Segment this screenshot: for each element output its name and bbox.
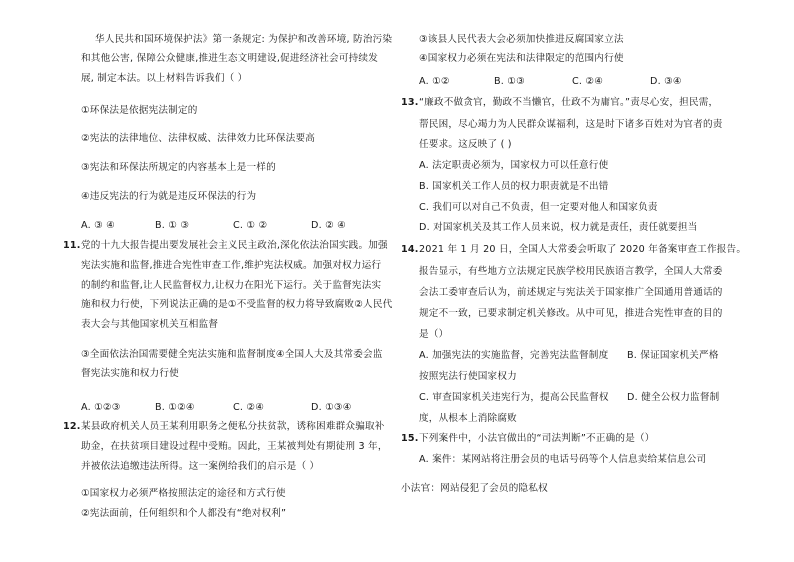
q10-option-a: A. ③ ④ <box>81 220 115 231</box>
q10-option-b: B. ① ③ <box>155 220 190 231</box>
q12-stem-line-3: 并被依法追缴违法所得。这一案例给我们的启示是（ ） <box>81 461 320 472</box>
q10-stem-line-2: 和其他公害, 保障公众健康,推进生态文明建设,促进经济社会可持续发 <box>81 53 379 64</box>
q11-option-a: A. ①②③ <box>81 402 121 413</box>
q11-stem-line-3: 的制约和监督,让人民监督权力,让权力在阳光下运行。关于监督宪法实 <box>81 280 382 291</box>
q13-number: 13. <box>401 97 419 108</box>
q12-stem-line-2: 助金，在扶贫项目建设过程中受贿。因此，王某被判处有期徒刑 3 年， <box>81 441 388 452</box>
q13-stem-line-1: “廉政不做贪官，勤政不当懒官，仕政不为庸官。”责尽心安，担民需， <box>419 97 719 108</box>
q10-option-c: C. ① ② <box>233 220 268 231</box>
q13-option-d: D. 对国家机关及其工作人员来说，权力就是责任，责任就要担当 <box>419 222 698 233</box>
q12-option-d: D. ③④ <box>650 76 682 87</box>
q11-stem-line-4: 施和权力行使，下列说法正确的是①不受监督的权力将导致腐败②人民代 <box>81 299 393 310</box>
q11-option-b: B. ①②④ <box>155 402 195 413</box>
q10-stem-line-1: 华人民共和国环境保护法》第一条规定: 为保护和改善环境, 防治污染 <box>95 34 393 45</box>
q14-option-b: B. 保证国家机关严格 <box>627 350 719 361</box>
q12-item-1: ①国家权力必须严格按照法定的途径和方式行使 <box>81 488 286 499</box>
q10-stem-line-3: 展, 制定本法。以上材料告诉我们（ ） <box>81 73 248 84</box>
q14-stem-line-3: 会法工委审查后认为，前述规定与宪法关于国家推广全国通用普通话的 <box>419 287 723 298</box>
q14-stem-line-1: 2021 年 1 月 20 日，全国人大常委会听取了 2020 年备案审查工作报告。 <box>419 244 747 255</box>
q14-stem-line-2: 报告显示，有些地方立法规定民族学校用民族语言教学，全国人大常委 <box>419 266 723 277</box>
q13-option-b: B. 国家机关工作人员的权力职责就是不出错 <box>419 181 609 192</box>
q13-stem-line-3: 任要求。这反映了 ( ) <box>419 139 512 150</box>
q11-stem-line-6: ③全面依法治国需要健全宪法实施和监督制度④全国人大及其常委会监 <box>81 349 383 360</box>
q11-option-d: D. ①③④ <box>311 402 352 413</box>
q10-item-4: ④违反宪法的行为就是违反环保法的行为 <box>81 191 257 202</box>
q12-item-4: ④国家权力必须在宪法和法律限定的范围内行使 <box>419 53 624 64</box>
q14-stem-line-5: 是（） <box>419 329 449 340</box>
q10-item-3: ③宪法和环保法所规定的内容基本上是一样的 <box>81 162 276 173</box>
q12-option-c: C. ②④ <box>572 76 603 87</box>
q13-stem-line-2: 帮民困，尽心竭力为人民群众谋福利，这是时下诸多百姓对为官者的责 <box>419 119 723 130</box>
q12-option-b: B. ①③ <box>494 76 525 87</box>
q13-option-c: C. 我们可以对自己不负责，但一定要对他人和国家负责 <box>419 202 658 213</box>
q15-case-a: A. 案件：某网站将注册会员的电话号码等个人信息卖给某信息公司 <box>419 454 707 465</box>
q11-stem-line-1: 党的十九大报告提出要发展社会主义民主政治,深化依法治国实践。加强 <box>81 240 388 251</box>
q10-option-d: D. ② ④ <box>311 220 346 231</box>
q14-stem-line-4: 规定不一致，已要求制定机关修改。从中可见，推进合宪性审查的目的 <box>419 308 723 319</box>
q11-option-c: C. ②④ <box>233 402 264 413</box>
q10-item-1: ①环保法是依据宪法制定的 <box>81 105 198 116</box>
q11-number: 11. <box>63 240 81 251</box>
q15-stem: 下列案件中，小法官做出的“司法判断”不正确的是（） <box>419 433 655 444</box>
q11-stem-line-7: 督宪法实施和权力行使 <box>81 368 179 379</box>
q14-number: 14. <box>401 244 419 255</box>
q14-option-d-cont: 度，从根本上消除腐败 <box>419 413 517 424</box>
q14-option-c: C. 审查国家机关违宪行为，提高公民监督权 <box>419 392 609 403</box>
q14-option-d: D. 健全公权力监督制 <box>627 392 720 403</box>
q15-judgement-a: 小法官：网站侵犯了会员的隐私权 <box>401 483 548 494</box>
q11-stem-line-2: 宪法实施和监督,推进合宪性审查工作,维护宪法权威。加强对权力运行 <box>81 260 382 271</box>
q15-number: 15. <box>401 433 419 444</box>
q12-item-3: ③该县人民代表大会必须加快推进反腐国家立法 <box>419 34 624 45</box>
q14-option-b-cont: 按照宪法行使国家权力 <box>419 371 517 382</box>
q14-option-a: A. 加强宪法的实施监督，完善宪法监督制度 <box>419 350 609 361</box>
q13-option-a: A. 法定职责必须为，国家权力可以任意行使 <box>419 160 609 171</box>
q12-number: 12. <box>63 421 81 432</box>
q12-stem-line-1: 某县政府机关人员王某利用职务之便私分扶贫款，诱称困难群众骗取补 <box>81 421 385 432</box>
q12-item-2: ②宪法面前，任何组织和个人都没有“绝对权利” <box>81 508 287 519</box>
q12-option-a: A. ①② <box>419 76 450 87</box>
q10-item-2: ②宪法的法律地位、法律权威、法律效力比环保法要高 <box>81 133 316 144</box>
q11-stem-line-5: 表大会与其他国家机关互相监督 <box>81 319 219 330</box>
